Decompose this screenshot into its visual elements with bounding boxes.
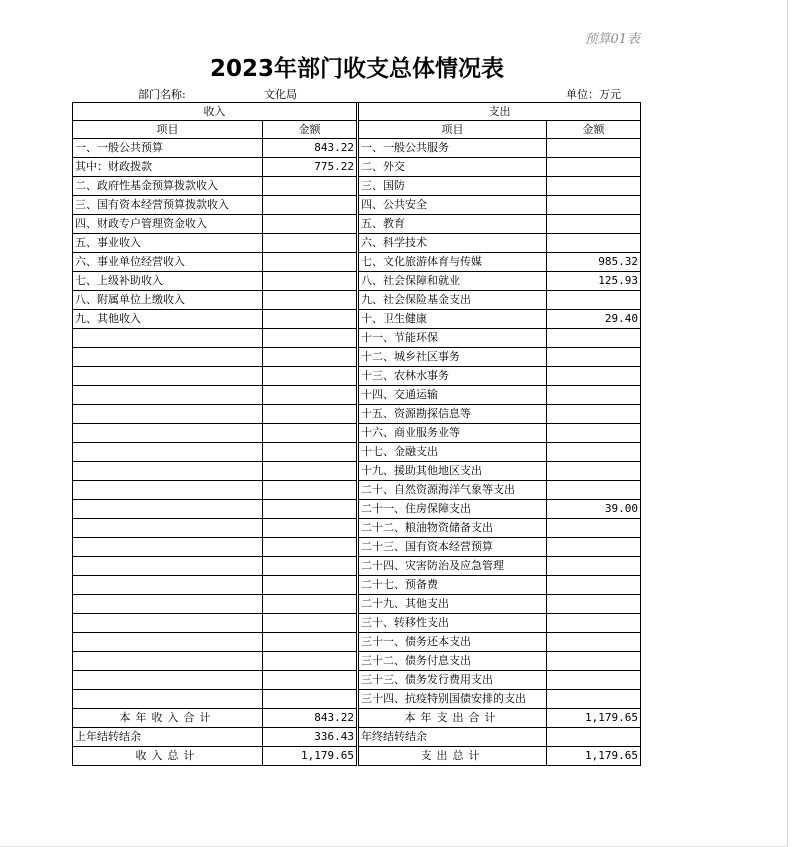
income-amount-cell bbox=[263, 291, 357, 310]
expense-item-cell: 三十三、债务发行费用支出 bbox=[359, 671, 547, 690]
year-total-row bbox=[73, 709, 641, 728]
table-row bbox=[73, 690, 641, 709]
year-income-total-label: 本年收入合计 bbox=[73, 709, 263, 728]
expense-item-cell: 三、国防 bbox=[359, 177, 547, 196]
table-row bbox=[73, 443, 641, 462]
carry-in-amount: 336.43 bbox=[263, 728, 357, 747]
expense-item-cell: 六、科学技术 bbox=[359, 234, 547, 253]
expense-amount-cell: 29.40 bbox=[547, 310, 641, 329]
income-item-cell bbox=[73, 367, 263, 386]
table-row bbox=[73, 500, 641, 519]
expense-item-cell: 二十三、国有资本经营预算 bbox=[359, 538, 547, 557]
expense-grand-total-amount: 1,179.65 bbox=[547, 747, 641, 766]
income-item-cell: 五、事业收入 bbox=[73, 234, 263, 253]
income-item-cell bbox=[73, 595, 263, 614]
expense-item-cell: 十六、商业服务业等 bbox=[359, 424, 547, 443]
expense-item-cell: 九、社会保险基金支出 bbox=[359, 291, 547, 310]
income-amount-cell bbox=[263, 481, 357, 500]
income-item-cell bbox=[73, 652, 263, 671]
expense-amount-cell bbox=[547, 177, 641, 196]
income-item-cell bbox=[73, 538, 263, 557]
income-item-cell bbox=[73, 424, 263, 443]
page-title: 2023年部门收支总体情况表 bbox=[209, 56, 504, 82]
table-row bbox=[73, 576, 641, 595]
expense-item-cell: 三十四、抗疫特别国债安排的支出 bbox=[359, 690, 547, 709]
table-row bbox=[73, 538, 641, 557]
income-amount-cell bbox=[263, 253, 357, 272]
unit-label: 单位：万元 bbox=[566, 88, 621, 101]
table-row bbox=[73, 519, 641, 538]
income-item-cell bbox=[73, 633, 263, 652]
table-row bbox=[73, 633, 641, 652]
expense-amount-cell bbox=[547, 139, 641, 158]
department-name: 文化局 bbox=[264, 88, 297, 101]
carry-over-row bbox=[73, 728, 641, 747]
expense-item-cell: 二、外交 bbox=[359, 158, 547, 177]
expense-amount-cell bbox=[547, 557, 641, 576]
income-item-cell bbox=[73, 348, 263, 367]
expense-item-cell: 三十、转移性支出 bbox=[359, 614, 547, 633]
income-item-cell bbox=[73, 557, 263, 576]
income-amount-cell bbox=[263, 234, 357, 253]
income-amount-cell bbox=[263, 196, 357, 215]
expense-item-cell: 五、教育 bbox=[359, 215, 547, 234]
expense-amount-cell bbox=[547, 481, 641, 500]
income-amount-cell: 775.22 bbox=[263, 158, 357, 177]
expense-grand-total-label: 支出总计 bbox=[359, 747, 547, 766]
year-expense-total-label: 本年支出合计 bbox=[359, 709, 547, 728]
expense-amount-cell bbox=[547, 443, 641, 462]
income-item-cell: 二、政府性基金预算拨款收入 bbox=[73, 177, 263, 196]
expense-item-header: 项目 bbox=[359, 121, 547, 139]
expense-section-header: 支出 bbox=[359, 103, 641, 121]
expense-amount-cell bbox=[547, 690, 641, 709]
expense-item-cell: 十九、援助其他地区支出 bbox=[359, 462, 547, 481]
income-amount-cell bbox=[263, 652, 357, 671]
table-row bbox=[73, 367, 641, 386]
income-item-cell: 四、财政专户管理资金收入 bbox=[73, 215, 263, 234]
grand-total-row bbox=[73, 747, 641, 766]
table-row bbox=[73, 386, 641, 405]
expense-amount-cell: 125.93 bbox=[547, 272, 641, 291]
column-header-row bbox=[73, 121, 641, 139]
income-amount-cell bbox=[263, 538, 357, 557]
expense-amount-cell bbox=[547, 234, 641, 253]
income-amount-cell: 843.22 bbox=[263, 139, 357, 158]
table-row bbox=[73, 424, 641, 443]
income-item-cell bbox=[73, 462, 263, 481]
expense-amount-cell bbox=[547, 538, 641, 557]
income-amount-cell bbox=[263, 576, 357, 595]
expense-amount-cell bbox=[547, 291, 641, 310]
table-row bbox=[73, 272, 641, 291]
expense-item-cell: 八、社会保障和就业 bbox=[359, 272, 547, 291]
expense-amount-header: 金额 bbox=[547, 121, 641, 139]
expense-item-cell: 一、一般公共服务 bbox=[359, 139, 547, 158]
expense-amount-cell bbox=[547, 196, 641, 215]
expense-amount-cell bbox=[547, 329, 641, 348]
income-amount-cell bbox=[263, 633, 357, 652]
expense-amount-cell bbox=[547, 367, 641, 386]
year-income-total-amount: 843.22 bbox=[263, 709, 357, 728]
income-item-cell bbox=[73, 690, 263, 709]
income-amount-cell bbox=[263, 614, 357, 633]
expense-amount-cell bbox=[547, 652, 641, 671]
department-label: 部门名称: bbox=[138, 88, 186, 101]
income-amount-header: 金额 bbox=[263, 121, 357, 139]
budget-table bbox=[72, 102, 641, 766]
expense-amount-cell bbox=[547, 614, 641, 633]
expense-amount-cell bbox=[547, 215, 641, 234]
table-row bbox=[73, 234, 641, 253]
table-row bbox=[73, 177, 641, 196]
carry-out-label: 年终结转结余 bbox=[359, 728, 547, 747]
income-grand-total-amount: 1,179.65 bbox=[263, 747, 357, 766]
table-row bbox=[73, 614, 641, 633]
income-grand-total-label: 收入总计 bbox=[73, 747, 263, 766]
income-item-cell bbox=[73, 519, 263, 538]
table-row bbox=[73, 215, 641, 234]
page-edge-right bbox=[787, 0, 788, 847]
income-item-cell: 其中：财政拨款 bbox=[73, 158, 263, 177]
income-item-cell: 一、一般公共预算 bbox=[73, 139, 263, 158]
expense-item-cell: 十四、交通运输 bbox=[359, 386, 547, 405]
table-row bbox=[73, 595, 641, 614]
expense-item-cell: 三十二、债务付息支出 bbox=[359, 652, 547, 671]
income-amount-cell bbox=[263, 690, 357, 709]
income-amount-cell bbox=[263, 595, 357, 614]
table-row bbox=[73, 139, 641, 158]
table-row bbox=[73, 291, 641, 310]
expense-amount-cell bbox=[547, 424, 641, 443]
expense-item-cell: 十七、金融支出 bbox=[359, 443, 547, 462]
income-item-cell bbox=[73, 329, 263, 348]
income-amount-cell bbox=[263, 272, 357, 291]
income-item-cell bbox=[73, 576, 263, 595]
table-row bbox=[73, 671, 641, 690]
table-row bbox=[73, 652, 641, 671]
expense-amount-cell bbox=[547, 405, 641, 424]
expense-item-cell: 二十四、灾害防治及应急管理 bbox=[359, 557, 547, 576]
table-row bbox=[73, 462, 641, 481]
income-item-header: 项目 bbox=[73, 121, 263, 139]
income-item-cell bbox=[73, 671, 263, 690]
expense-amount-cell bbox=[547, 576, 641, 595]
income-amount-cell bbox=[263, 348, 357, 367]
expense-amount-cell bbox=[547, 519, 641, 538]
section-header-row bbox=[73, 103, 641, 121]
expense-item-cell: 十五、资源勘探信息等 bbox=[359, 405, 547, 424]
income-item-cell bbox=[73, 500, 263, 519]
income-amount-cell bbox=[263, 310, 357, 329]
income-amount-cell bbox=[263, 367, 357, 386]
expense-amount-cell bbox=[547, 633, 641, 652]
table-row bbox=[73, 329, 641, 348]
income-amount-cell bbox=[263, 443, 357, 462]
expense-item-cell: 二十一、住房保障支出 bbox=[359, 500, 547, 519]
expense-item-cell: 二十二、粮油物资储备支出 bbox=[359, 519, 547, 538]
income-item-cell bbox=[73, 386, 263, 405]
expense-item-cell: 四、公共安全 bbox=[359, 196, 547, 215]
income-amount-cell bbox=[263, 405, 357, 424]
income-amount-cell bbox=[263, 462, 357, 481]
expense-amount-cell: 39.00 bbox=[547, 500, 641, 519]
income-item-cell bbox=[73, 614, 263, 633]
income-amount-cell bbox=[263, 671, 357, 690]
income-amount-cell bbox=[263, 386, 357, 405]
form-code: 预算01表 bbox=[584, 32, 640, 47]
expense-amount-cell bbox=[547, 158, 641, 177]
income-item-cell bbox=[73, 443, 263, 462]
expense-amount-cell bbox=[547, 671, 641, 690]
income-amount-cell bbox=[263, 329, 357, 348]
expense-item-cell: 二十、自然资源海洋气象等支出 bbox=[359, 481, 547, 500]
table-row bbox=[73, 481, 641, 500]
expense-item-cell: 十、卫生健康 bbox=[359, 310, 547, 329]
table-row bbox=[73, 310, 641, 329]
carry-out-amount bbox=[547, 728, 641, 747]
expense-amount-cell bbox=[547, 386, 641, 405]
income-amount-cell bbox=[263, 557, 357, 576]
expense-amount-cell bbox=[547, 595, 641, 614]
table-row bbox=[73, 196, 641, 215]
expense-item-cell: 三十一、债务还本支出 bbox=[359, 633, 547, 652]
expense-amount-cell: 985.32 bbox=[547, 253, 641, 272]
expense-item-cell: 十一、节能环保 bbox=[359, 329, 547, 348]
income-amount-cell bbox=[263, 177, 357, 196]
expense-amount-cell bbox=[547, 348, 641, 367]
income-amount-cell bbox=[263, 215, 357, 234]
income-item-cell bbox=[73, 405, 263, 424]
table-row bbox=[73, 405, 641, 424]
income-amount-cell bbox=[263, 519, 357, 538]
expense-item-cell: 七、文化旅游体育与传媒 bbox=[359, 253, 547, 272]
income-section-header: 收入 bbox=[73, 103, 357, 121]
table-row bbox=[73, 348, 641, 367]
year-expense-total-amount: 1,179.65 bbox=[547, 709, 641, 728]
table-row bbox=[73, 253, 641, 272]
income-item-cell: 六、事业单位经营收入 bbox=[73, 253, 263, 272]
expense-item-cell: 二十七、预备费 bbox=[359, 576, 547, 595]
expense-item-cell: 十三、农林水事务 bbox=[359, 367, 547, 386]
income-item-cell: 九、其他收入 bbox=[73, 310, 263, 329]
expense-amount-cell bbox=[547, 462, 641, 481]
income-amount-cell bbox=[263, 424, 357, 443]
expense-item-cell: 十二、城乡社区事务 bbox=[359, 348, 547, 367]
income-item-cell: 七、上级补助收入 bbox=[73, 272, 263, 291]
income-amount-cell bbox=[263, 500, 357, 519]
income-item-cell: 三、国有资本经营预算拨款收入 bbox=[73, 196, 263, 215]
table-row bbox=[73, 158, 641, 177]
carry-in-label: 上年结转结余 bbox=[73, 728, 263, 747]
income-item-cell: 八、附属单位上缴收入 bbox=[73, 291, 263, 310]
income-item-cell bbox=[73, 481, 263, 500]
table-row bbox=[73, 557, 641, 576]
expense-item-cell: 二十九、其他支出 bbox=[359, 595, 547, 614]
